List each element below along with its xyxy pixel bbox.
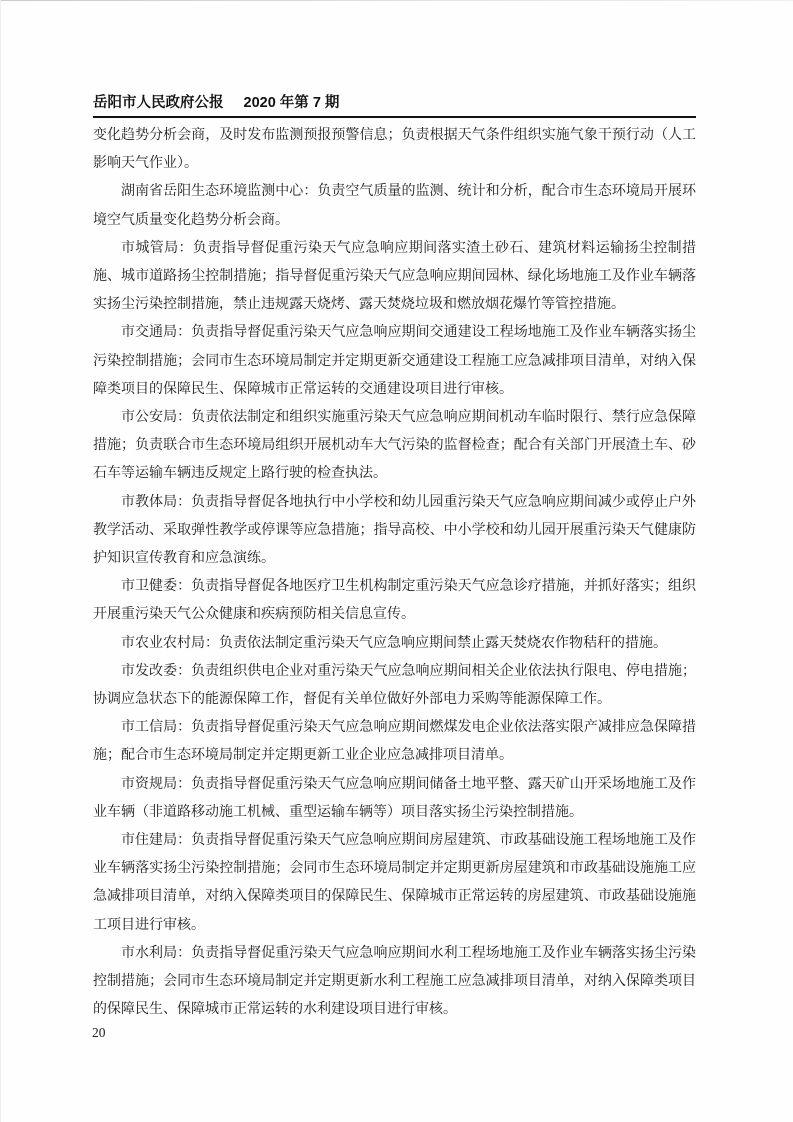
paragraph: 市教体局：负责指导督促各地执行中小学校和幼儿园重污染天气应急响应期间减少或停止户外教学活动、采取弹性教学或停课等应急措施；指导高校、中小学校和幼儿园开展重污染天气健康防护知识宣传教育和应急演练。: [93, 494, 696, 567]
scan-artifact-top-edge: [0, 0, 793, 1]
masthead-rule: [93, 116, 696, 118]
paragraph: 市住建局：负责指导督促重污染天气应急响应期间房屋建筑、市政基础设施工程场地施工及作业车辆落实扬尘污染控制措施；会同市生态环境局制定并定期更新房屋建筑和市政基础设施施工应急减排项目清单，对纳入保障类项目的保障民生、保障城市正常运转的房屋建筑、市政基础设施施工项目进行审核。: [93, 833, 696, 933]
scan-artifact-left-edge: [0, 0, 1, 1122]
paragraph: 变化趋势分析会商，及时发布监测预报预警信息；负责根据天气条件组织实施气象干预行动（人工影响天气作业）。: [93, 128, 696, 172]
paragraph: 市农业农村局：负责依法制定重污染天气应急响应期间禁止露天焚烧农作物秸秆的措施。: [121, 635, 667, 651]
paragraph: 市卫健委：负责指导督促各地医疗卫生机构制定重污染天气应急诊疗措施，并抓好落实；组织开展重污染天气公众健康和疾病预防相关信息宣传。: [93, 579, 696, 623]
paragraph: 市水利局：负责指导督促重污染天气应急响应期间水利工程场地施工及作业车辆落实扬尘污染控制措施；会同市生态环境局制定并定期更新水利工程施工应急减排项目清单，对纳入保障类项目的保障民生、保障城市正常运转的水利建设项目进行审核。: [93, 945, 696, 1018]
masthead: [93, 95, 696, 111]
paragraph: 市发改委：负责组织供电企业对重污染天气应急响应期间相关企业依法执行限电、停电措施；协调应急状态下的能源保障工作，督促有关单位做好外部电力采购等能源保障工作。: [93, 663, 696, 708]
paragraph: 市公安局：负责依法制定和组织实施重污染天气应急响应期间机动车临时限行、禁行应急保障措施；负责联合市生态环境局组织开展机动车大气污染的监督检查；配合有关部门开展渣土车、砂石车等运输车辆违反规定上路行驶的检查执法。: [93, 410, 696, 482]
gazette-title: 岳阳市人民政府公报: [93, 95, 224, 111]
paragraph: 市城管局：负责指导督促重污染天气应急响应期间落实渣土砂石、建筑材料运输扬尘控制措施、城市道路扬尘控制措施；指导督促重污染天气应急响应期间园林、绿化场地施工及作业车辆落实扬尘污染控制措施，禁止违规露天烧烤、露天焚烧垃圾和燃放烟花爆竹等管控措施。: [93, 240, 696, 313]
page-number: 20: [92, 1025, 106, 1040]
paragraph: 市交通局：负责指导督促重污染天气应急响应期间交通建设工程场地施工及作业车辆落实扬尘污染控制措施；会同市生态环境局制定并定期更新交通建设工程施工应急减排项目清单，对纳入保障类项目的保障民生、保障城市正常运转的交通建设项目进行审核。: [93, 325, 696, 397]
paragraph: 湖南省岳阳生态环境监测中心：负责空气质量的监测、统计和分析，配合市生态环境局开展环境空气质量变化趋势分析会商。: [93, 184, 696, 228]
document-body: [93, 122, 696, 1025]
gazette-issue: 2020 年第 7 期: [243, 95, 340, 111]
paragraph: 市工信局：负责指导督促重污染天气应急响应期间燃煤发电企业依法落实限产减排应急保障措施；配合市生态环境局制定并定期更新工业企业应急减排项目清单。: [93, 720, 696, 764]
paragraph: 市资规局：负责指导督促重污染天气应急响应期间储备土地平整、露天矿山开采场地施工及作业车辆（非道路移动施工机械、重型运输车辆等）项目落实扬尘污染控制措施。: [93, 776, 696, 820]
